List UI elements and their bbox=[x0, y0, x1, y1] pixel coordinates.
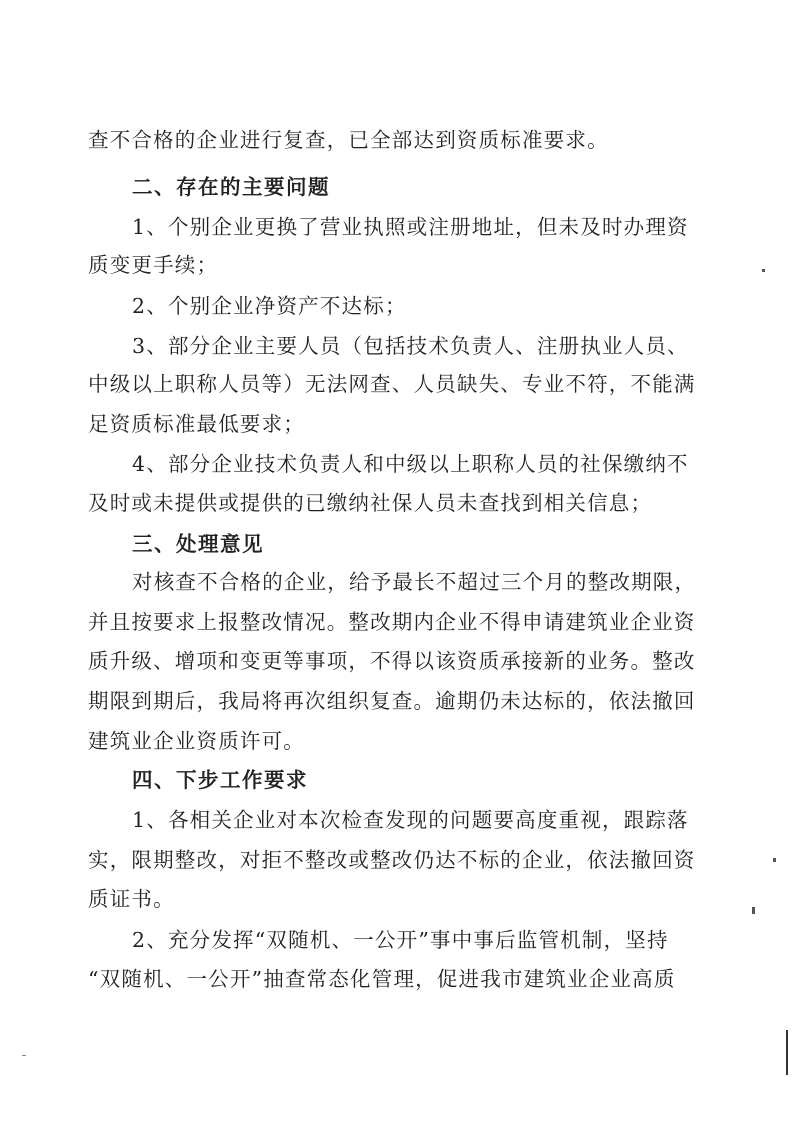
scan-edge-line bbox=[786, 1030, 788, 1075]
paragraph-line: 查不合格的企业进行复查，已全部达到资质标准要求。 bbox=[88, 128, 609, 152]
paragraph-line: “双随机、一公开”抽查常态化管理，促进我市建筑业企业高质 bbox=[88, 967, 676, 991]
paragraph-line: 质升级、增项和变更等事项，不得以该资质承接新的业务。整改 bbox=[88, 649, 696, 673]
paragraph-line: 4、部分企业技术负责人和中级以上职称人员的社保缴纳不 bbox=[132, 452, 689, 476]
paragraph-line: 2、个别企业净资产不达标； bbox=[132, 294, 407, 318]
paragraph-line: 对核查不合格的企业，给予最长不超过三个月的整改期限， bbox=[132, 570, 697, 594]
paragraph-line: 实，限期整改，对拒不整改或整改仍达不标的企业，依法撤回资 bbox=[88, 848, 696, 872]
paragraph-line: 中级以上职称人员等）无法网查、人员缺失、专业不符，不能满 bbox=[88, 372, 696, 396]
paragraph-line: 足资质标准最低要求； bbox=[88, 412, 305, 436]
section-heading-problems: 二、存在的主要问题 bbox=[132, 175, 330, 199]
scan-speck bbox=[22, 1055, 26, 1056]
paragraph-line: 1、个别企业更换了营业执照或注册地址，但未及时办理资 bbox=[132, 215, 689, 239]
section-heading-next-steps: 四、下步工作要求 bbox=[132, 768, 308, 792]
paragraph-line: 1、各相关企业对本次检查发现的问题要高度重视，跟踪落 bbox=[132, 808, 689, 832]
scan-speck bbox=[762, 269, 765, 272]
paragraph-line: 期限到期后，我局将再次组织复查。逾期仍未达标的，依法撤回 bbox=[88, 689, 696, 713]
paragraph-line: 质变更手续； bbox=[88, 253, 219, 277]
section-heading-handling: 三、处理意见 bbox=[132, 532, 264, 556]
scan-speck bbox=[752, 907, 755, 914]
paragraph-line: 并且按要求上报整改情况。整改期内企业不得申请建筑业企业资 bbox=[88, 610, 696, 634]
paragraph-line: 3、部分企业主要人员（包括技术负责人、注册执业人员、 bbox=[132, 334, 689, 358]
scan-speck bbox=[773, 858, 776, 862]
paragraph-line: 2、充分发挥“双随机、一公开”事中事后监管机制，坚持 bbox=[132, 928, 669, 952]
paragraph-line: 质证书。 bbox=[88, 887, 175, 911]
paragraph-line: 及时或未提供或提供的已缴纳社保人员未查找到相关信息； bbox=[88, 491, 653, 515]
paragraph-line: 建筑业企业资质许可。 bbox=[88, 729, 305, 753]
